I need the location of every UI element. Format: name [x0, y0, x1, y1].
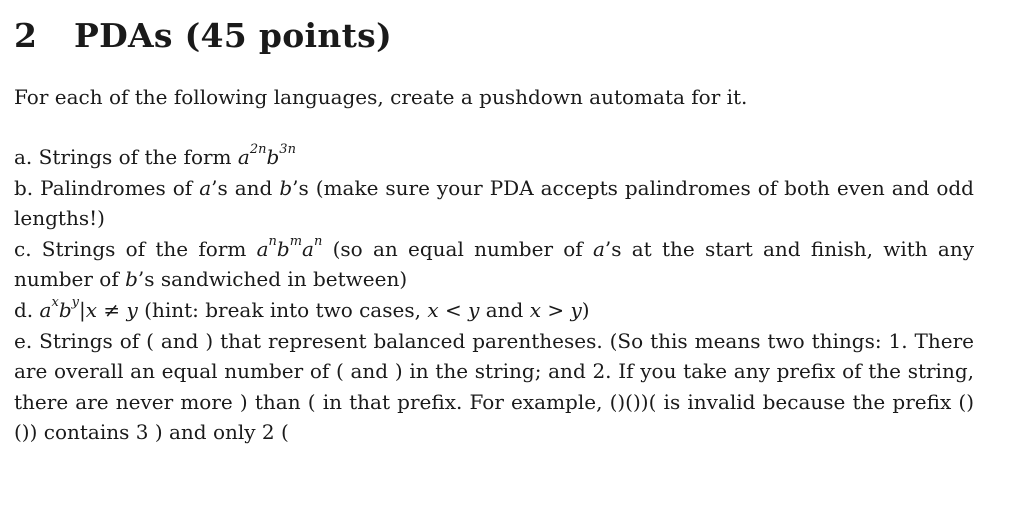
- problem-b-mid: ’s and: [211, 175, 280, 200]
- problem-c-var-a1: a: [256, 236, 269, 261]
- problem-e: e. Strings of ( and ) that represent balanced parentheses. (So this means two things: 1. There are overall an equal number of ( and ) in the string; and 2. If you take any prefix of the string, there are never more ) than ( in that prefix. For example, ()())( is invalid because the prefix ()()) contains 3 ) and only 2 (: [14, 328, 974, 445]
- problem-c: [14, 234, 974, 295]
- problem-c-mid1: (so an equal number of: [322, 236, 593, 261]
- problem-c-exp-m: m: [289, 234, 303, 250]
- problem-d-hint: (hint: break into two cases,: [137, 297, 428, 322]
- problem-d-exp-y: y: [71, 295, 79, 311]
- problem-a-var-b: b: [266, 145, 280, 169]
- problem-d-close: ): [581, 297, 590, 322]
- problem-b-var-a: a: [199, 175, 212, 200]
- problem-c-var-a3: a: [592, 236, 605, 261]
- section-heading: [14, 14, 392, 58]
- problem-d-case1: x < y: [427, 297, 480, 322]
- problem-a: [14, 142, 974, 173]
- problem-c-suffix: ’s sandwiched in between): [137, 267, 408, 292]
- problem-c-var-b: b: [276, 236, 290, 261]
- problem-a-exp-b: 3n: [279, 142, 296, 158]
- problem-c-var-a2: a: [302, 236, 314, 261]
- problem-c-prefix: c. Strings of the form: [14, 236, 257, 261]
- problem-a-exp-a: 2n: [249, 142, 267, 158]
- problem-d-case2: x > y: [529, 297, 582, 322]
- problem-d-prefix: d.: [14, 297, 40, 322]
- problem-b-prefix: b. Palindromes of: [14, 175, 200, 200]
- problem-d-var-b: b: [58, 297, 72, 322]
- problem-c-exp-n2: n: [313, 234, 323, 250]
- problem-b-suffix: ’s (make sure your PDA accepts palindromes of both even and odd lengths!): [14, 175, 974, 231]
- problem-d-exp-x: x: [51, 295, 59, 311]
- problem-list: [14, 142, 974, 448]
- problem-c-var-b2: b: [125, 267, 138, 292]
- problem-b-var-b: b: [279, 175, 293, 200]
- problem-a-prefix: a. Strings of the form: [14, 145, 238, 169]
- problem-d-condition: |x ≠ y: [78, 297, 138, 322]
- instructions-text: For each of the following languages, create a pushdown automata for it.: [14, 85, 748, 109]
- problem-c-exp-n1: n: [268, 234, 277, 250]
- problem-a-var-a: a: [237, 145, 250, 169]
- problem-c-mid2: ’s at the start and finish, with any number of: [14, 236, 974, 292]
- problem-d-var-a: a: [39, 297, 52, 322]
- problem-d-and: and: [479, 297, 530, 322]
- problem-d: [14, 295, 974, 326]
- problem-b: [14, 173, 974, 234]
- section-number: 2: [14, 16, 38, 55]
- section-title: PDAs (45 points): [74, 16, 392, 55]
